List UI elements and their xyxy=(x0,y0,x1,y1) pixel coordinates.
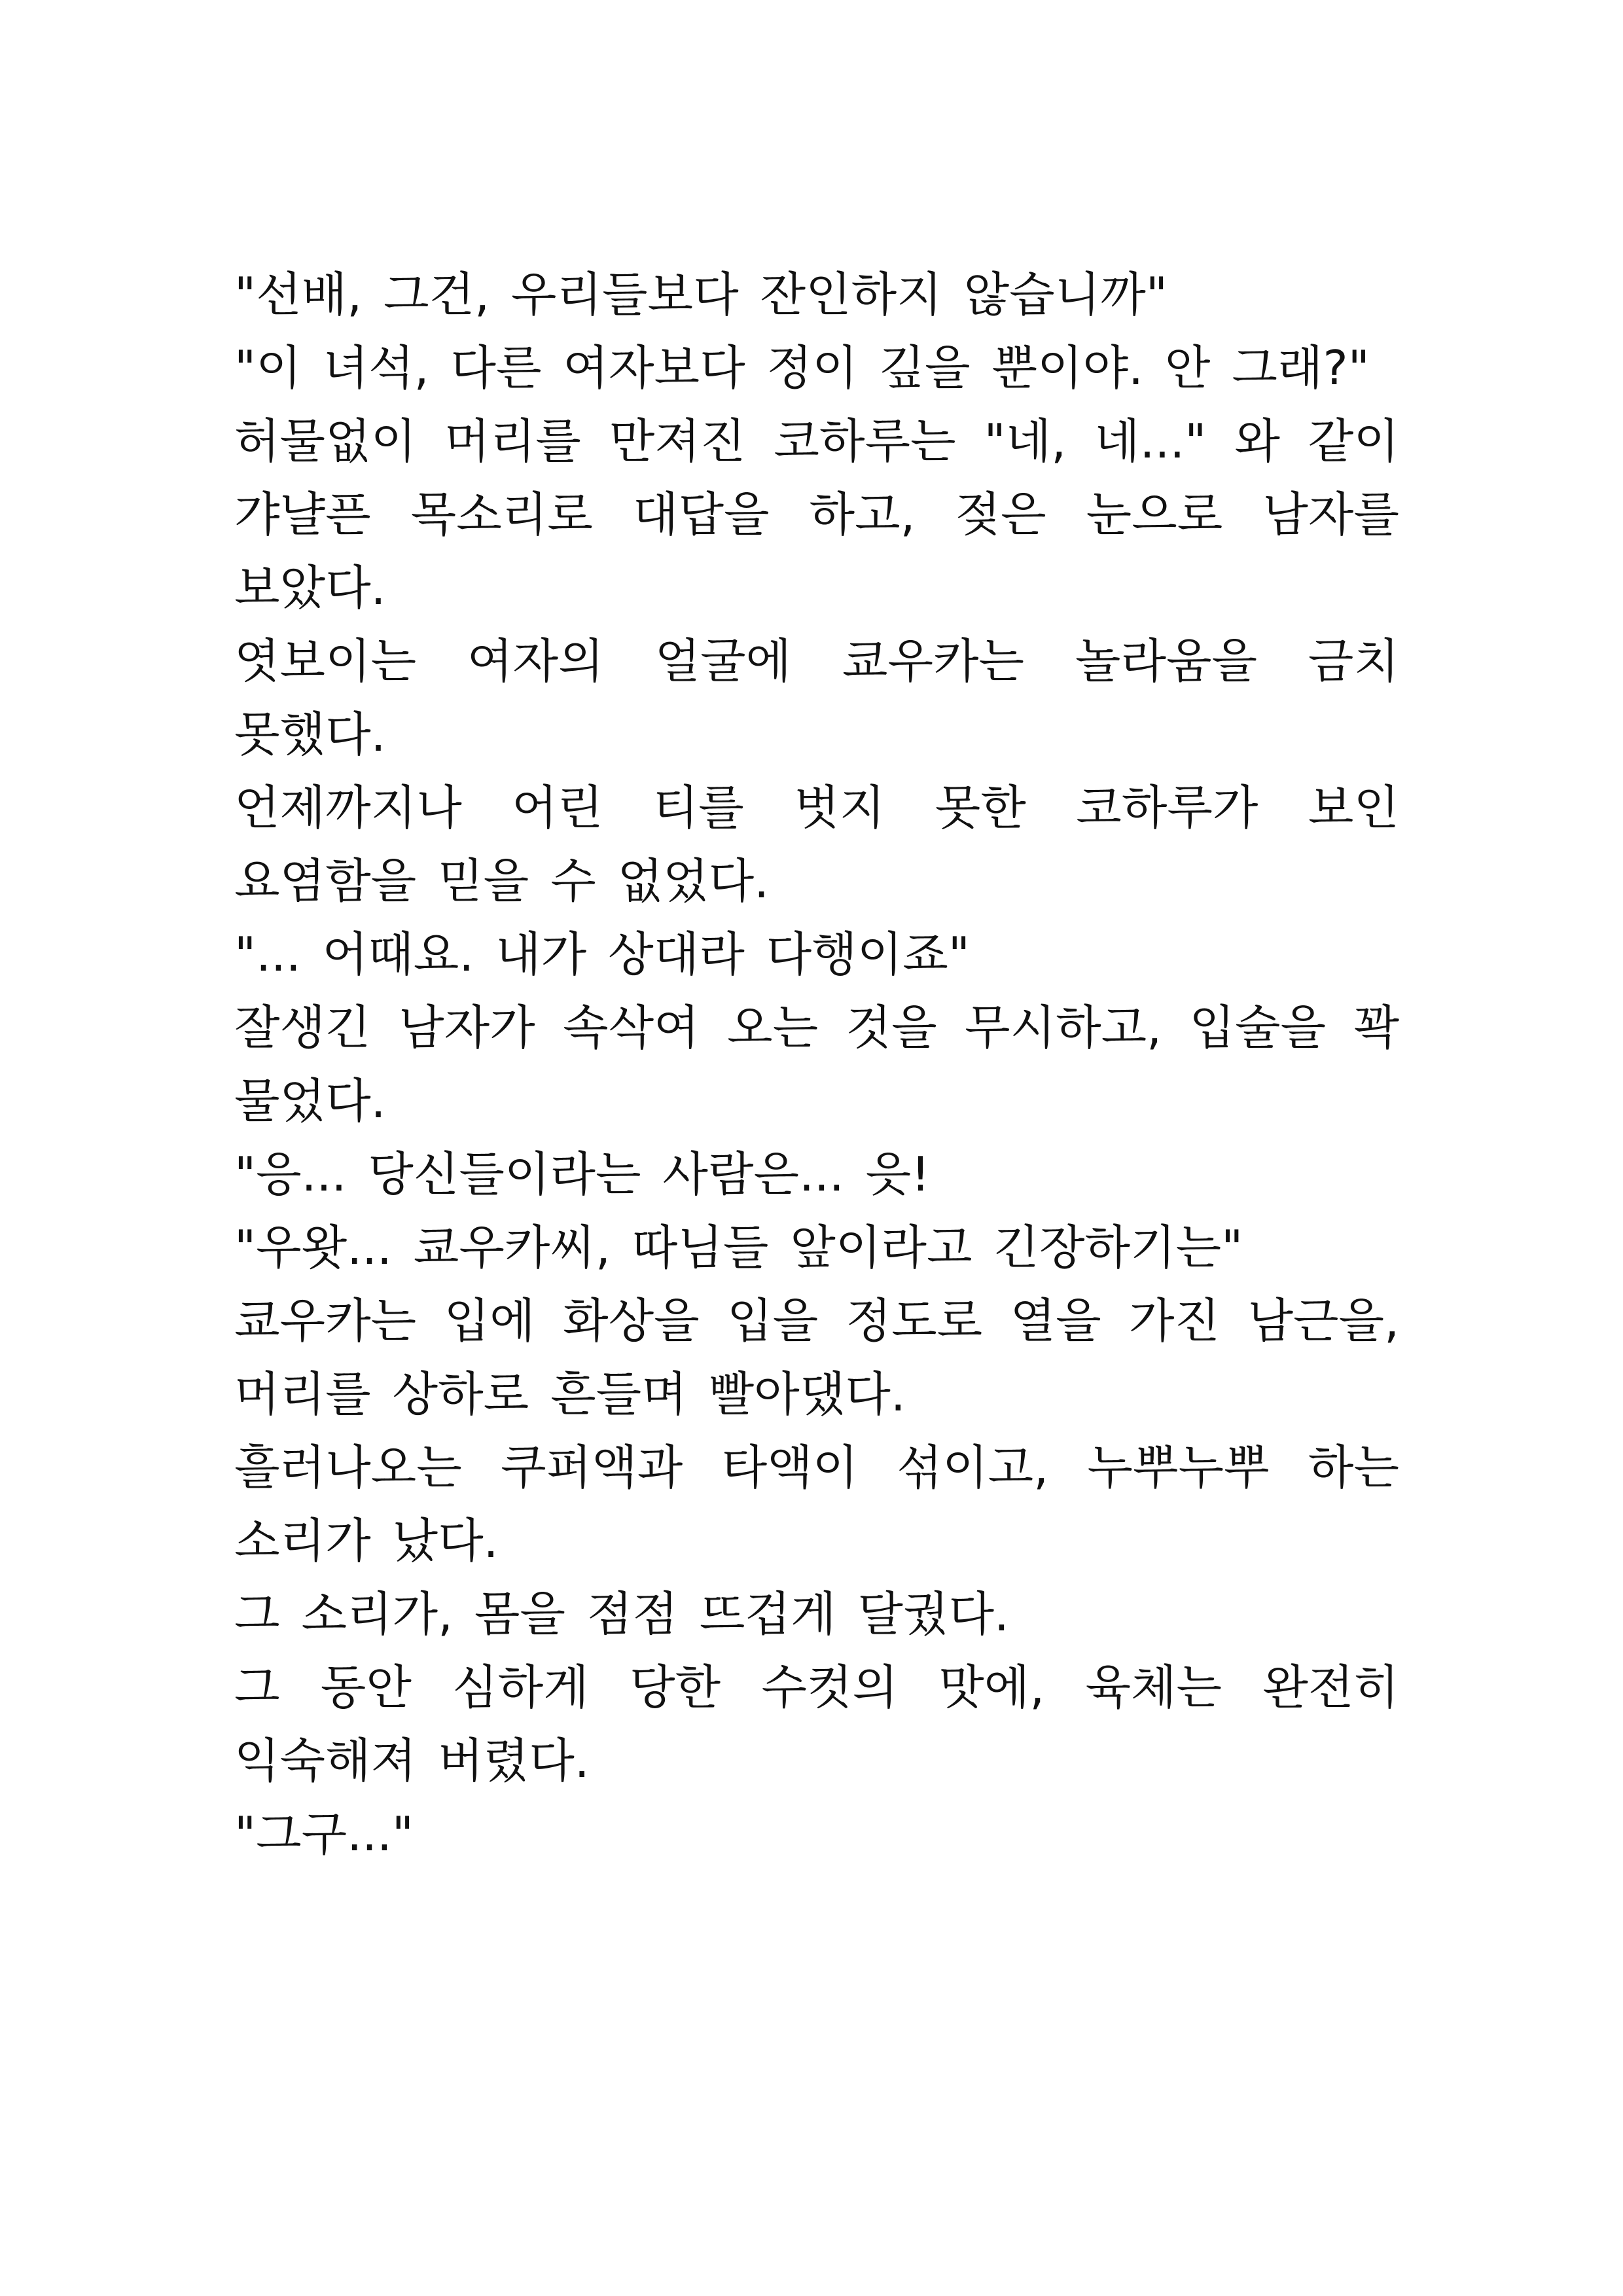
body-text xyxy=(234,258,1399,1871)
paragraph-9: "우왓... 쿄우카씨, 따님들 앞이라고 긴장하기는" xyxy=(234,1220,1243,1275)
paragraph-5: 언제까지나 어린 티를 벗지 못한 코하루가 보인 요염함을 믿을 수 없었다. xyxy=(234,780,1399,908)
paragraph-8: "응... 당신들이라는 사람은... 읏! xyxy=(234,1147,931,1202)
paragraph-4: 엿보이는 여자의 얼굴에 쿄우카는 놀라움을 금치 못했다. xyxy=(234,634,1399,762)
paragraph-14: "그구..." xyxy=(234,1806,414,1861)
paragraph-3: 허물없이 머리를 만져진 코하루는 "네, 네..." 와 같이 갸냘픈 목소리로 대답을 하고, 젖은 눈으로 남자를 보았다. xyxy=(234,414,1399,615)
paragraph-11: 흘러나오는 쿠퍼액과 타액이 섞이고, 누뿌누뿌 하는 소리가 났다. xyxy=(234,1440,1399,1568)
paragraph-7: 잘생긴 남자가 속삭여 오는 것을 무시하고, 입술을 꽉 물었다. xyxy=(234,1000,1399,1128)
paragraph-1: "선배, 그건, 우리들보다 잔인하지 않습니까" xyxy=(234,267,1168,322)
paragraph-2: "이 녀석, 다른 여자보다 정이 깊을 뿐이야. 안 그래?" xyxy=(234,340,1370,395)
paragraph-6: "... 어때요. 내가 상대라 다행이죠" xyxy=(234,927,970,982)
paragraph-13: 그 동안 심하게 당한 수컷의 맛에, 육체는 완전히 익숙해져 버렸다. xyxy=(234,1660,1399,1788)
paragraph-10: 쿄우카는 입에 화상을 입을 정도로 열을 가진 남근을, 머리를 상하로 흔들며 빨아댔다. xyxy=(234,1293,1399,1422)
paragraph-12: 그 소리가, 몸을 점점 뜨겁게 달궜다. xyxy=(234,1587,1009,1641)
